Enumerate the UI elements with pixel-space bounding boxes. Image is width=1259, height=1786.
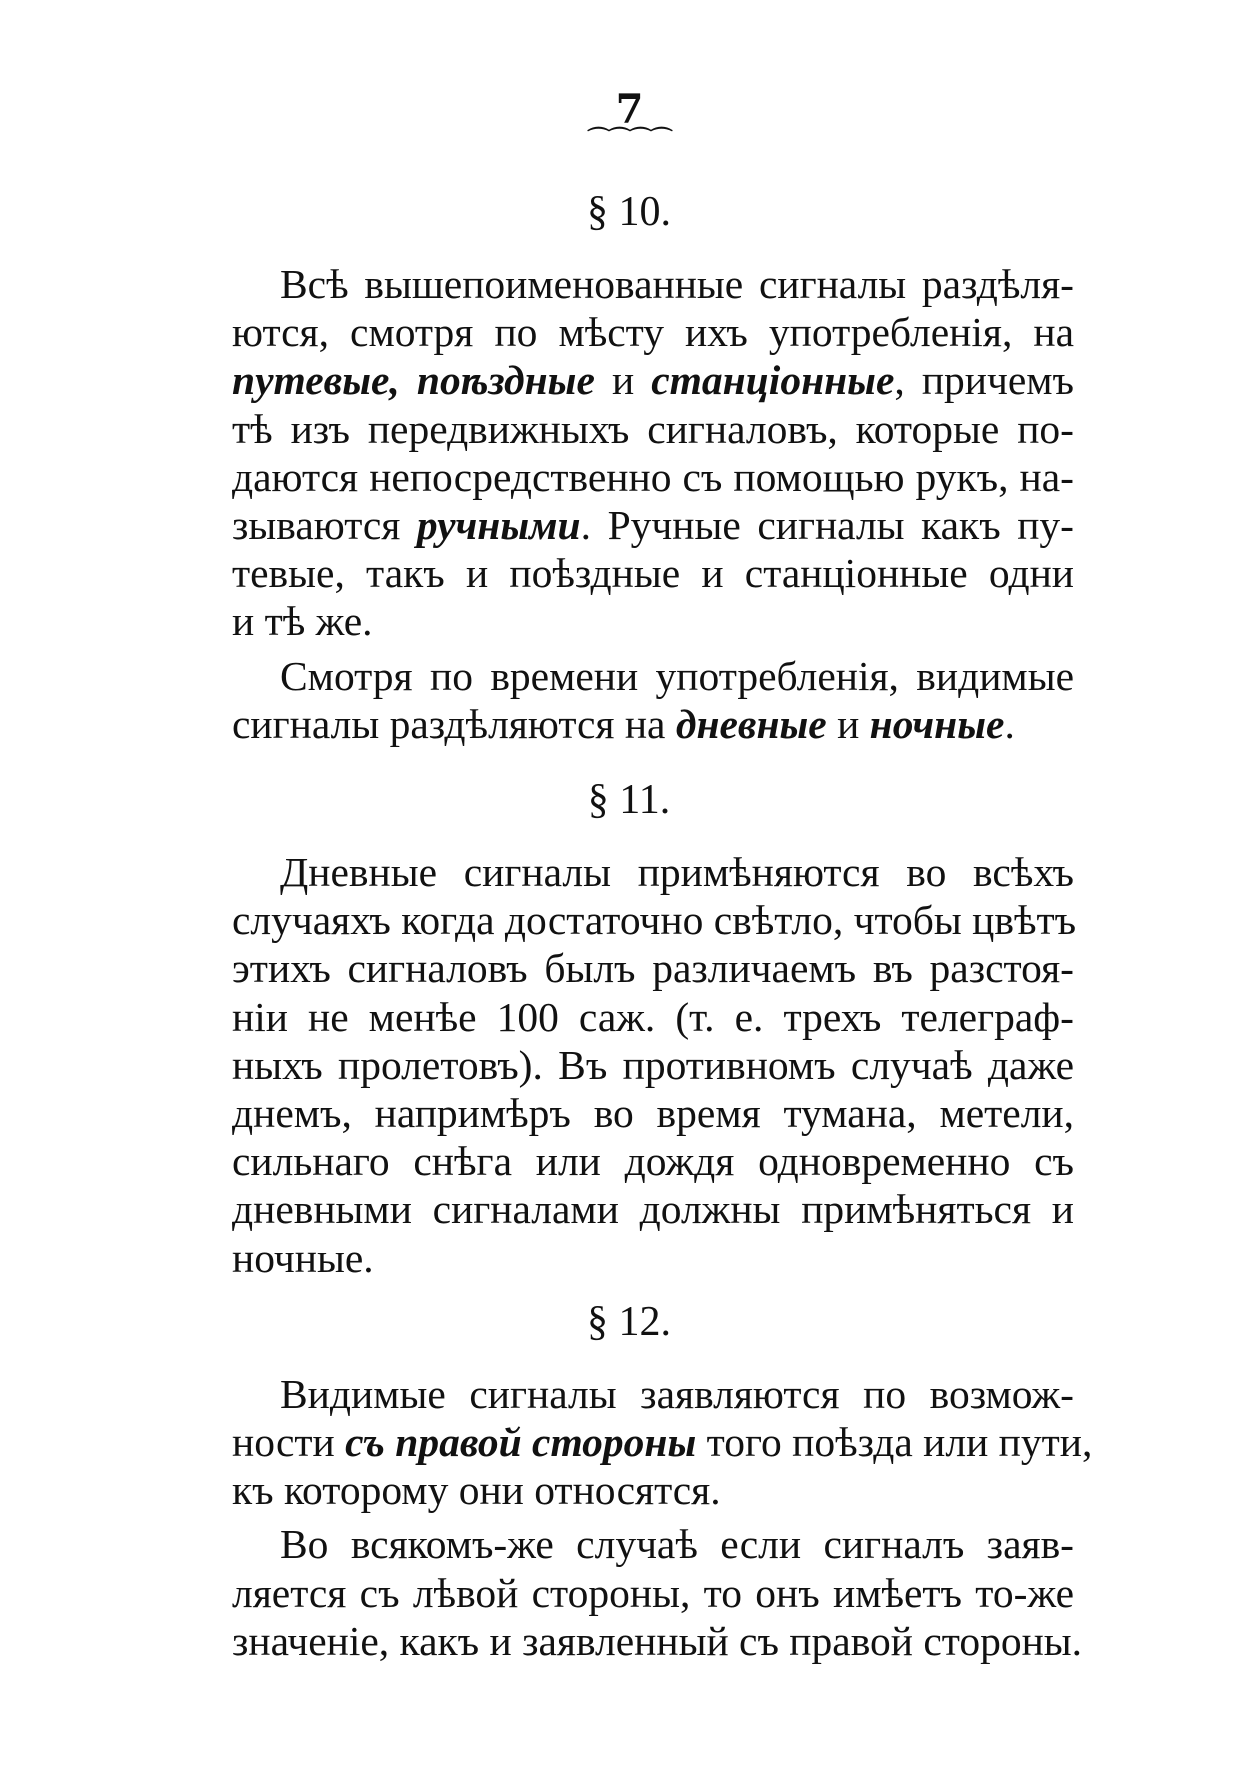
text-line: тѣ изъ передвижныхъ сигналовъ, которые по-: [232, 405, 1074, 452]
page-number: 7: [615, 86, 644, 133]
section-heading: § 10.: [587, 189, 671, 235]
text-line: тевые, такъ и поѣздные и станціонные одни: [232, 550, 1074, 597]
italic-term: съ правой стороны: [345, 1419, 697, 1466]
text-line: даются непосредственно съ помощью рукъ, на-: [232, 453, 1074, 500]
text-line: Видимые сигналы заявляются по возмож-: [280, 1370, 1074, 1417]
paragraph: [184, 848, 1077, 1282]
section-heading: § 12.: [587, 1298, 671, 1345]
text-line: ются, смотря по мѣсту ихъ употребленія, на: [232, 309, 1074, 356]
text-line: путевые, поѣздные и станціонные, причемъ: [232, 357, 1074, 404]
text-line: ныхъ пролетовъ). Въ противномъ случаѣ даже: [232, 1041, 1074, 1088]
text-line: ночные.: [232, 1234, 374, 1281]
text-line: случаяхъ когда достаточно свѣтло, чтобы цвѣтъ: [232, 897, 1077, 944]
paragraph: [184, 1370, 1093, 1515]
text-line: къ которому они относятся.: [232, 1467, 721, 1514]
section-heading: § 11.: [587, 777, 671, 824]
text-line: днемъ, напримѣръ во время тумана, метели,: [232, 1090, 1074, 1137]
paragraph: [184, 260, 1074, 646]
italic-term: ночные: [869, 700, 1005, 747]
text-line: ніи не менѣе 100 саж. (т. е. трехъ телеграф-: [232, 993, 1074, 1040]
paragraph: [184, 652, 1074, 748]
page-number-ornament: ⌒⌒⌒⌒: [587, 126, 672, 152]
text-line: Всѣ вышепоименованные сигналы раздѣля-: [280, 261, 1074, 307]
text-line: этихъ сигналовъ былъ различаемъ въ разстоя-: [232, 945, 1074, 992]
paragraph: [184, 1520, 1083, 1665]
italic-term: ручными: [416, 502, 581, 549]
text-line: Смотря по времени употребленія, видимые: [280, 652, 1074, 699]
italic-term: путевые,: [232, 357, 400, 404]
text-line: Во всякомъ-же случаѣ если сигналъ заяв-: [280, 1521, 1074, 1568]
italic-term: станціонные: [651, 357, 895, 404]
text-line: дневными сигналами должны примѣняться и: [232, 1186, 1074, 1233]
text-line: и тѣ же.: [232, 598, 373, 645]
text-block: [184, 188, 1093, 1671]
text-line: значеніе, какъ и заявленный съ правой стороны.: [232, 1617, 1083, 1664]
text-line: сильнаго снѣга или дождя одновременно съ: [232, 1138, 1074, 1185]
italic-term: дневные: [675, 700, 827, 747]
italic-term: поѣздные: [416, 357, 595, 404]
text-line: зываются ручными. Ручные сигналы какъ пу-: [232, 502, 1074, 549]
text-line: Дневные сигналы примѣняются во всѣхъ: [280, 849, 1074, 896]
text-line: сигналы раздѣляются на дневные и ночные.: [232, 700, 1015, 747]
text-line: ляется съ лѣвой стороны, то онъ имѣетъ то-же: [232, 1569, 1074, 1616]
text-line: ности съ правой стороны того поѣзда или пути,: [232, 1419, 1093, 1466]
